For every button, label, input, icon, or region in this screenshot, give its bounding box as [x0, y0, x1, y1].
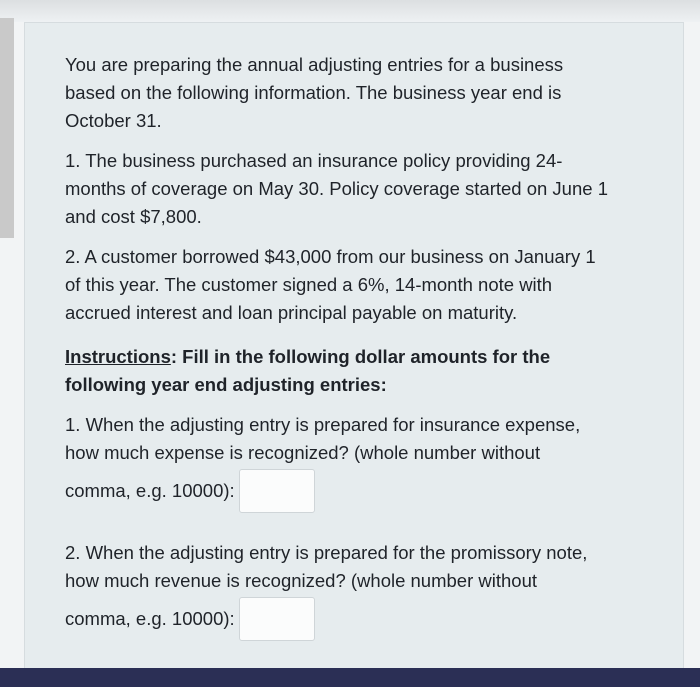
item-line: 1. The business purchased an insurance policy providing 24- — [65, 150, 563, 171]
question-line: 1. When the adjusting entry is prepared for insurance expense, — [65, 414, 581, 435]
item-note — [65, 243, 665, 327]
answer-row — [65, 469, 665, 513]
question-line: 2. When the adjusting entry is prepared for the promissory note, — [65, 542, 588, 563]
item-line: of this year. The customer signed a 6%, 14-month note with — [65, 274, 553, 295]
intro-line: October 31. — [65, 110, 162, 131]
answer-input-1[interactable] — [239, 469, 315, 513]
left-edge-strip — [0, 18, 14, 238]
instructions-line — [65, 343, 665, 371]
item-insurance — [65, 147, 665, 231]
instructions-text: : Fill in the following dollar amounts for the — [170, 346, 551, 367]
item-line: accrued interest and loan principal payable on maturity. — [65, 302, 518, 323]
question-line: comma, e.g. 10000): — [65, 480, 235, 501]
question-line: comma, e.g. 10000): — [65, 608, 235, 629]
question-2 — [65, 539, 665, 641]
question-card — [24, 22, 684, 670]
intro-line: based on the following information. The business year end is — [65, 82, 562, 103]
answer-input-2[interactable] — [239, 597, 315, 641]
top-shadow — [0, 0, 700, 22]
question-content — [65, 51, 665, 661]
intro-line: You are preparing the annual adjusting entries for a business — [65, 54, 564, 75]
question-1 — [65, 411, 665, 513]
instructions-line: following year end adjusting entries: — [65, 374, 387, 395]
question-line: how much expense is recognized? (whole number without — [65, 442, 541, 463]
instructions — [65, 343, 665, 399]
item-line: months of coverage on May 30. Policy coverage started on June 1 — [65, 178, 608, 199]
instructions-label: Instructions — [65, 346, 171, 367]
item-line: and cost $7,800. — [65, 206, 202, 227]
answer-row — [65, 597, 665, 641]
question-line: how much revenue is recognized? (whole number without — [65, 570, 538, 591]
item-line: 2. A customer borrowed $43,000 from our business on January 1 — [65, 246, 596, 267]
intro-paragraph — [65, 51, 665, 135]
bottom-bar — [0, 668, 700, 687]
